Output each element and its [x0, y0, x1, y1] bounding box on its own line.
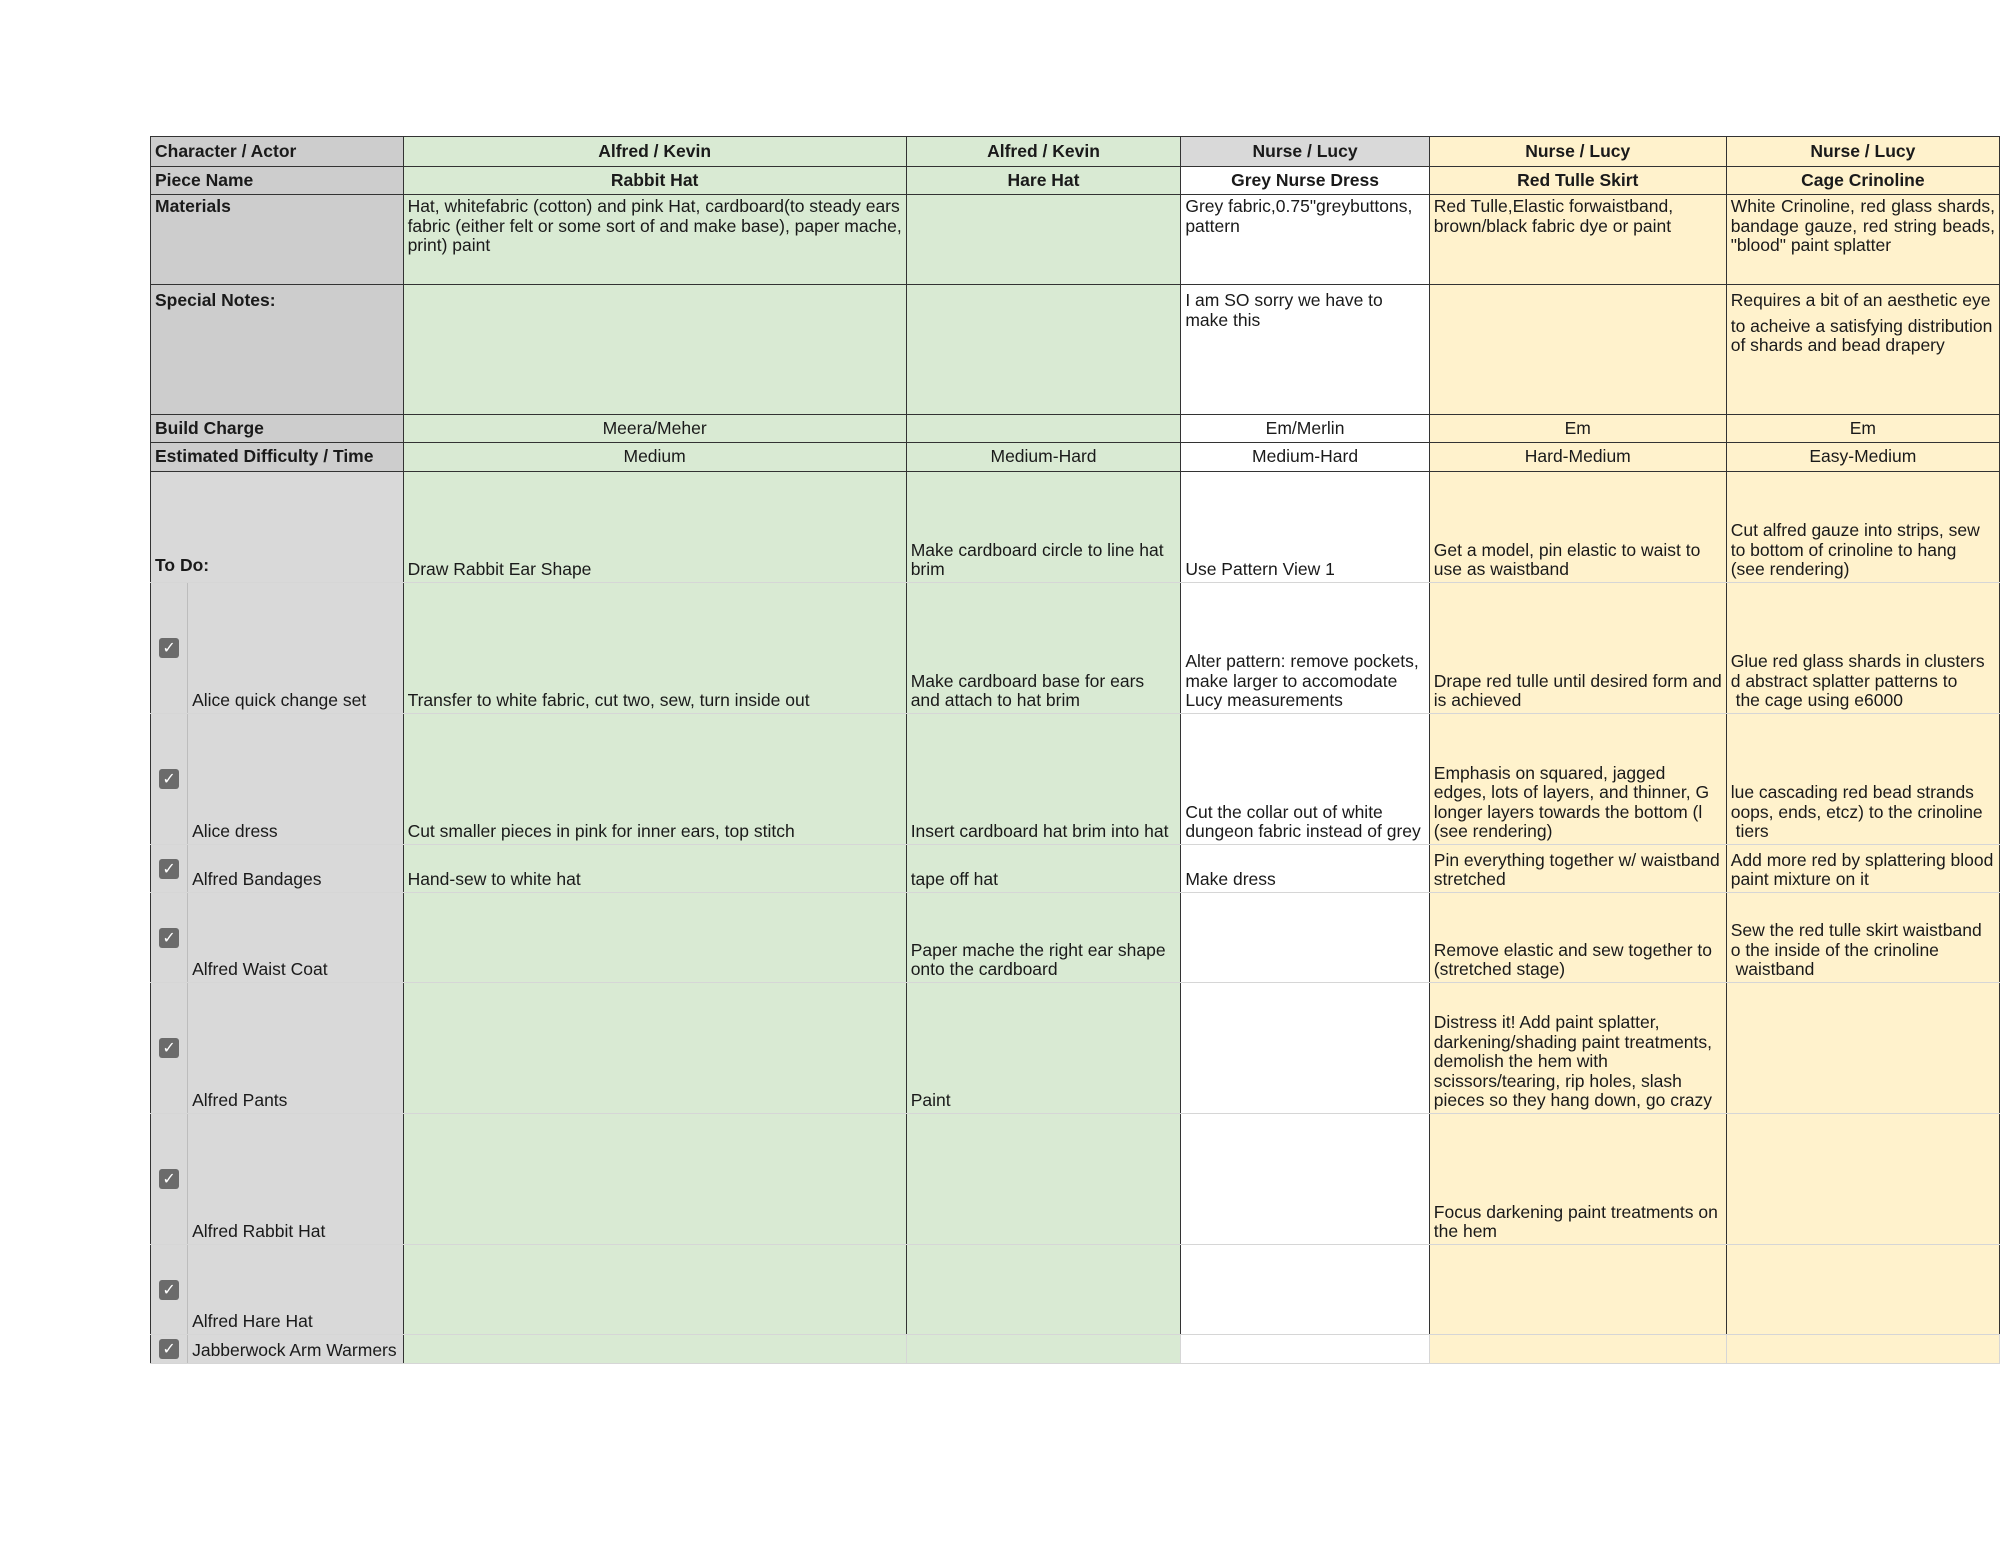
todo-checkbox[interactable]	[151, 714, 188, 845]
todo-checkbox[interactable]	[151, 983, 188, 1114]
cell-character[interactable]: Alfred / Kevin	[906, 137, 1181, 167]
character-row	[151, 137, 2000, 167]
check-box-icon[interactable]: ✓	[159, 638, 179, 658]
cell-difficulty[interactable]: Medium	[403, 443, 906, 472]
costume-build-sheet	[150, 136, 2000, 1364]
todo-cell[interactable]: Distress it! Add paint splatter, darkening/shading paint treatments, demolish the hem with scissors/tearing, rip holes, slash pieces so they hang down, go crazy	[1429, 983, 1726, 1114]
cell-build[interactable]: Em	[1726, 415, 1999, 443]
notes-line: Requires a bit of an aesthetic eye	[1730, 290, 1991, 310]
todo-cell[interactable]: Make cardboard circle to line hat brim	[906, 472, 1181, 583]
cell-materials[interactable]: Hat, whitefabric (cotton) and pink Hat, cardboard(to steady ears fabric (either felt or some sort of and make base), paper mache, print) paint	[403, 195, 906, 285]
todo-item-label: Alfred Waist Coat	[188, 893, 403, 983]
cell-build[interactable]	[906, 415, 1181, 443]
cell-piece[interactable]: Red Tulle Skirt	[1429, 167, 1726, 195]
todo-checkbox[interactable]	[151, 845, 188, 893]
todo-cell[interactable]	[906, 1245, 1181, 1335]
todo-cell[interactable]: Make cardboard base for ears and attach to hat brim	[906, 583, 1181, 714]
todo-cell[interactable]	[403, 1335, 906, 1364]
todo-cell[interactable]: Paper mache the right ear shape onto the cardboard	[906, 893, 1181, 983]
todo-row	[151, 583, 2000, 714]
cell-character[interactable]: Nurse / Lucy	[1181, 137, 1429, 167]
todo-cell[interactable]: Use Pattern View 1	[1181, 472, 1429, 583]
check-box-icon[interactable]: ✓	[159, 928, 179, 948]
todo-cell[interactable]: Remove elastic and sew together to (stretched stage)	[1429, 893, 1726, 983]
todo-cell[interactable]: Cut the collar out of white dungeon fabric instead of grey	[1181, 714, 1429, 845]
cell-piece[interactable]: Hare Hat	[906, 167, 1181, 195]
todo-cell[interactable]	[1181, 1114, 1429, 1245]
todo-cell[interactable]: Pin everything together w/ waistband stretched	[1429, 845, 1726, 893]
cell-materials[interactable]	[906, 195, 1181, 285]
todo-item-label: Alfred Bandages	[188, 845, 403, 893]
todo-cell[interactable]: Glue red glass shards in clusters d abstract splatter patterns to the cage using e6000	[1726, 583, 1999, 714]
notes-label: Special Notes:	[151, 285, 404, 415]
cell-difficulty[interactable]: Medium-Hard	[906, 443, 1181, 472]
todo-row	[151, 845, 2000, 893]
check-box-icon[interactable]: ✓	[159, 769, 179, 789]
todo-row	[151, 1245, 2000, 1335]
todo-item-label: Alice dress	[188, 714, 403, 845]
todo-checkbox[interactable]	[151, 893, 188, 983]
todo-row	[151, 983, 2000, 1114]
todo-cell[interactable]	[403, 983, 906, 1114]
cell-piece[interactable]: Grey Nurse Dress	[1181, 167, 1429, 195]
todo-item-label: Alfred Rabbit Hat	[188, 1114, 403, 1245]
cell-build[interactable]: Meera/Meher	[403, 415, 906, 443]
todo-cell[interactable]: lue cascading red bead strands oops, ends, etcz) to the crinoline tiers	[1726, 714, 1999, 845]
todo-cell[interactable]: Make dress	[1181, 845, 1429, 893]
cell-piece[interactable]: Cage Crinoline	[1726, 167, 1999, 195]
cell-piece[interactable]: Rabbit Hat	[403, 167, 906, 195]
todo-cell[interactable]	[403, 1114, 906, 1245]
todo-cell[interactable]: Emphasis on squared, jagged edges, lots of layers, and thinner, G longer layers towards the bottom (l (see rendering)	[1429, 714, 1726, 845]
cell-character[interactable]: Nurse / Lucy	[1726, 137, 1999, 167]
todo-cell[interactable]	[1726, 1245, 1999, 1335]
todo-cell[interactable]: tape off hat	[906, 845, 1181, 893]
todo-cell[interactable]	[1429, 1335, 1726, 1364]
difficulty-row	[151, 443, 2000, 472]
todo-row	[151, 1335, 2000, 1364]
piece-label: Piece Name	[151, 167, 404, 195]
todo-cell[interactable]	[1726, 1335, 1999, 1364]
todo-checkbox[interactable]	[151, 1114, 188, 1245]
check-box-icon[interactable]: ✓	[159, 1339, 179, 1359]
todo-cell[interactable]: Transfer to white fabric, cut two, sew, turn inside out	[403, 583, 906, 714]
cell-materials[interactable]: White Crinoline, red glass shards, bandage gauze, red string beads, "blood" paint splatter	[1726, 195, 1999, 285]
todo-item-label: Jabberwock Arm Warmers	[188, 1335, 403, 1364]
todo-cell[interactable]	[1181, 1335, 1429, 1364]
materials-row	[151, 195, 2000, 285]
check-box-icon[interactable]: ✓	[159, 1280, 179, 1300]
todo-cell[interactable]	[1726, 1114, 1999, 1245]
todo-cell[interactable]: Sew the red tulle skirt waistband o the inside of the crinoline waistband	[1726, 893, 1999, 983]
cell-build[interactable]: Em/Merlin	[1181, 415, 1429, 443]
notes-line: to acheive a satisfying distribution of shards and bead drapery	[1730, 315, 1993, 356]
difficulty-label: Estimated Difficulty / Time	[151, 443, 404, 472]
todo-checkbox[interactable]	[151, 1335, 188, 1364]
cell-materials[interactable]: Grey fabric,0.75"greybuttons, pattern	[1181, 195, 1429, 285]
todo-cell[interactable]: Drape red tulle until desired form and is achieved	[1429, 583, 1726, 714]
build-row	[151, 415, 2000, 443]
todo-item-label: Alfred Pants	[188, 983, 403, 1114]
build-label: Build Charge	[151, 415, 404, 443]
todo-cell[interactable]: Hand-sew to white hat	[403, 845, 906, 893]
todo-cell[interactable]: Get a model, pin elastic to waist to use as waistband	[1429, 472, 1726, 583]
todo-row	[151, 893, 2000, 983]
todo-cell[interactable]	[1726, 983, 1999, 1114]
todo-cell[interactable]	[1181, 983, 1429, 1114]
todo-cell[interactable]: Alter pattern: remove pockets, make larger to accomodate Lucy measurements	[1181, 583, 1429, 714]
cell-difficulty[interactable]: Medium-Hard	[1181, 443, 1429, 472]
todo-cell[interactable]	[1181, 1245, 1429, 1335]
cell-notes[interactable]	[1726, 285, 1999, 415]
todo-cell[interactable]: Insert cardboard hat brim into hat	[906, 714, 1181, 845]
character-label: Character / Actor	[151, 137, 404, 167]
todo-cell[interactable]	[906, 1335, 1181, 1364]
cell-difficulty[interactable]: Hard-Medium	[1429, 443, 1726, 472]
cell-notes[interactable]	[403, 285, 906, 415]
todo-row	[151, 714, 2000, 845]
cell-notes[interactable]	[1429, 285, 1726, 415]
cell-difficulty[interactable]: Easy-Medium	[1726, 443, 1999, 472]
check-box-icon[interactable]: ✓	[159, 1038, 179, 1058]
cell-materials[interactable]: Red Tulle,Elastic forwaistband, brown/black fabric dye or paint	[1429, 195, 1726, 285]
todo-cell[interactable]	[403, 893, 906, 983]
todo-row	[151, 1114, 2000, 1245]
notes-row	[151, 285, 2000, 415]
cell-notes[interactable]: I am SO sorry we have to make this	[1181, 285, 1429, 415]
todo-cell[interactable]	[906, 1114, 1181, 1245]
cell-notes[interactable]	[906, 285, 1181, 415]
todo-cell[interactable]: Cut smaller pieces in pink for inner ears, top stitch	[403, 714, 906, 845]
check-box-icon[interactable]: ✓	[159, 859, 179, 879]
todo-cell[interactable]	[403, 1245, 906, 1335]
todo-checkbox[interactable]	[151, 583, 188, 714]
cell-character[interactable]: Alfred / Kevin	[403, 137, 906, 167]
todo-cell[interactable]: Cut alfred gauze into strips, sew to bottom of crinoline to hang (see rendering)	[1726, 472, 1999, 583]
todo-cell[interactable]: Paint	[906, 983, 1181, 1114]
cell-character[interactable]: Nurse / Lucy	[1429, 137, 1726, 167]
todo-item-label: Alice quick change set	[188, 583, 403, 714]
todo-label: To Do:	[151, 472, 404, 583]
cell-build[interactable]: Em	[1429, 415, 1726, 443]
todo-checkbox[interactable]	[151, 1245, 188, 1335]
todo-item-label: Alfred Hare Hat	[188, 1245, 403, 1335]
check-box-icon[interactable]: ✓	[159, 1169, 179, 1189]
todo-cell[interactable]	[1429, 1245, 1726, 1335]
todo-cell[interactable]	[1181, 893, 1429, 983]
piece-row	[151, 167, 2000, 195]
todo-header-row	[151, 472, 2000, 583]
todo-cell[interactable]: Add more red by splattering blood paint mixture on it	[1726, 845, 1999, 893]
materials-label: Materials	[151, 195, 404, 285]
todo-cell[interactable]: Focus darkening paint treatments on the hem	[1429, 1114, 1726, 1245]
todo-cell[interactable]: Draw Rabbit Ear Shape	[403, 472, 906, 583]
